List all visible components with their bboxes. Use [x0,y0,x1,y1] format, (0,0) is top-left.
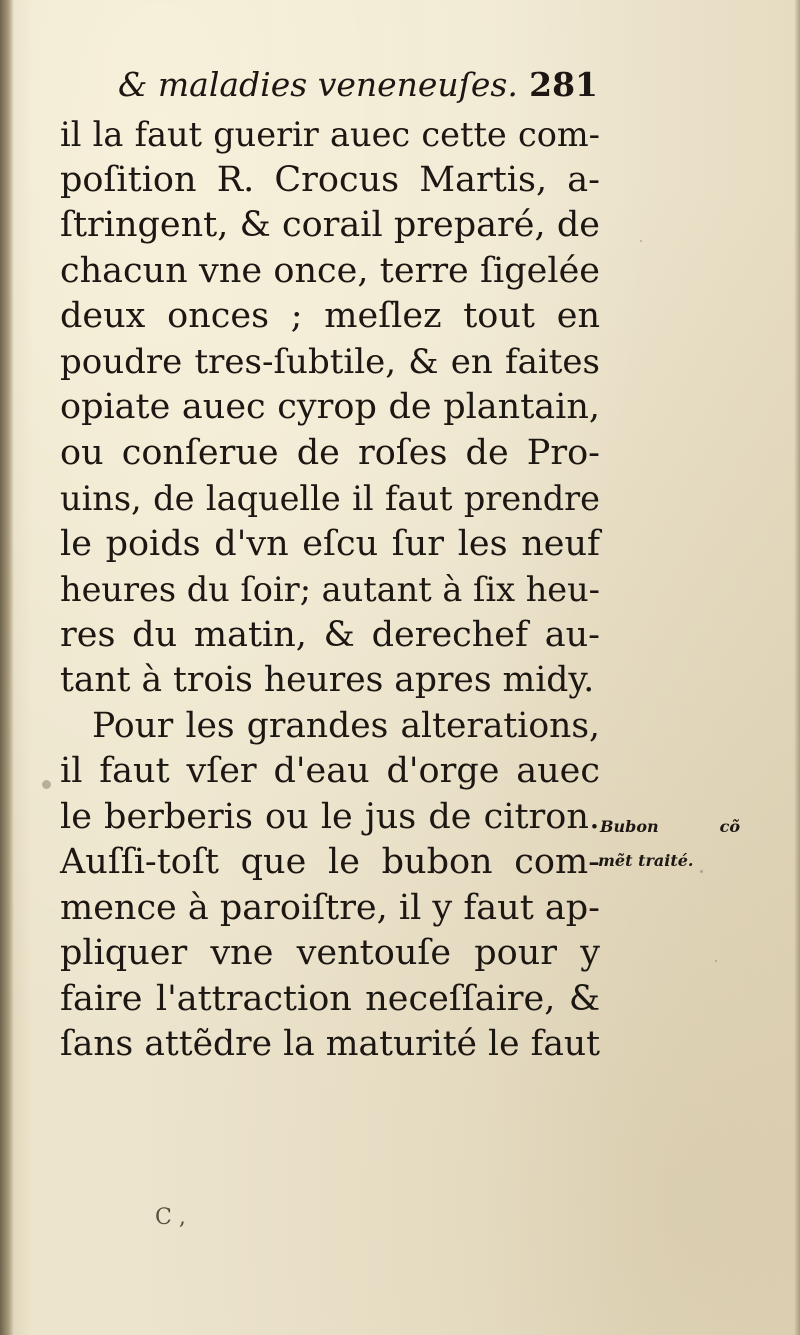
text-line: pliquer vne ventouſe pour y [60,933,600,973]
text-line: il faut vſer d'eau d'orge auec [60,751,600,791]
text-line: uins, de laquelle il faut prendre [60,479,600,518]
page-header [118,60,598,110]
text-line: Auſſi-toſt que le bubon com- [60,842,600,882]
page-number: 281 [529,65,598,104]
binding-gutter [0,0,14,1335]
text-line: poſition R. Crocus Martis, a- [60,159,600,200]
paper-speck [715,960,717,962]
running-head: & maladies veneneuſes. [118,65,518,104]
text-line: le berberis ou le jus de citron. [60,796,600,837]
text-line: heures du ſoir; autant à ſix heu- [60,570,600,609]
text-line: mence à paroiſtre, il y faut ap- [60,887,600,928]
text-line: poudre tres-ſubtile, & en faites [60,341,600,382]
text-line: ſtringent, & corail preparé, de [60,205,600,245]
text-line: le poids d'vn eſcu ſur les neuf [60,523,600,564]
text-line: opiate auec cyrop de plantain, [60,387,600,427]
text-line: ſans attẽdre la maturité le faut [60,1024,600,1064]
margin-note-line: mẽt traité. [598,851,694,870]
text-line: il la faut guerir auec cette com- [60,115,600,154]
text-line: chacun vne once, terre ſigelée [60,250,600,291]
paper-speck [640,240,642,242]
paper-speck [42,780,51,789]
text-line: ou conſerue de roſes de Pro- [60,432,600,473]
paper-speck [700,870,703,873]
text-line: Pour les grandes alterations, [92,705,600,746]
margin-note-line [598,810,740,844]
page-edge [794,0,800,1335]
text-line: tant à trois heures apres midy. [60,660,595,700]
text-line: faire l'attraction neceſſaire, & [60,978,600,1019]
margin-note-word: Bubon [600,817,659,836]
body-text [60,112,600,1068]
text-line: deux onces ; meſlez tout en [60,296,600,336]
text-line: res du matin, & derechef au- [60,614,600,655]
signature-mark: C , [155,1205,186,1230]
margin-note [598,810,798,878]
margin-note-word: cõ [719,817,740,836]
